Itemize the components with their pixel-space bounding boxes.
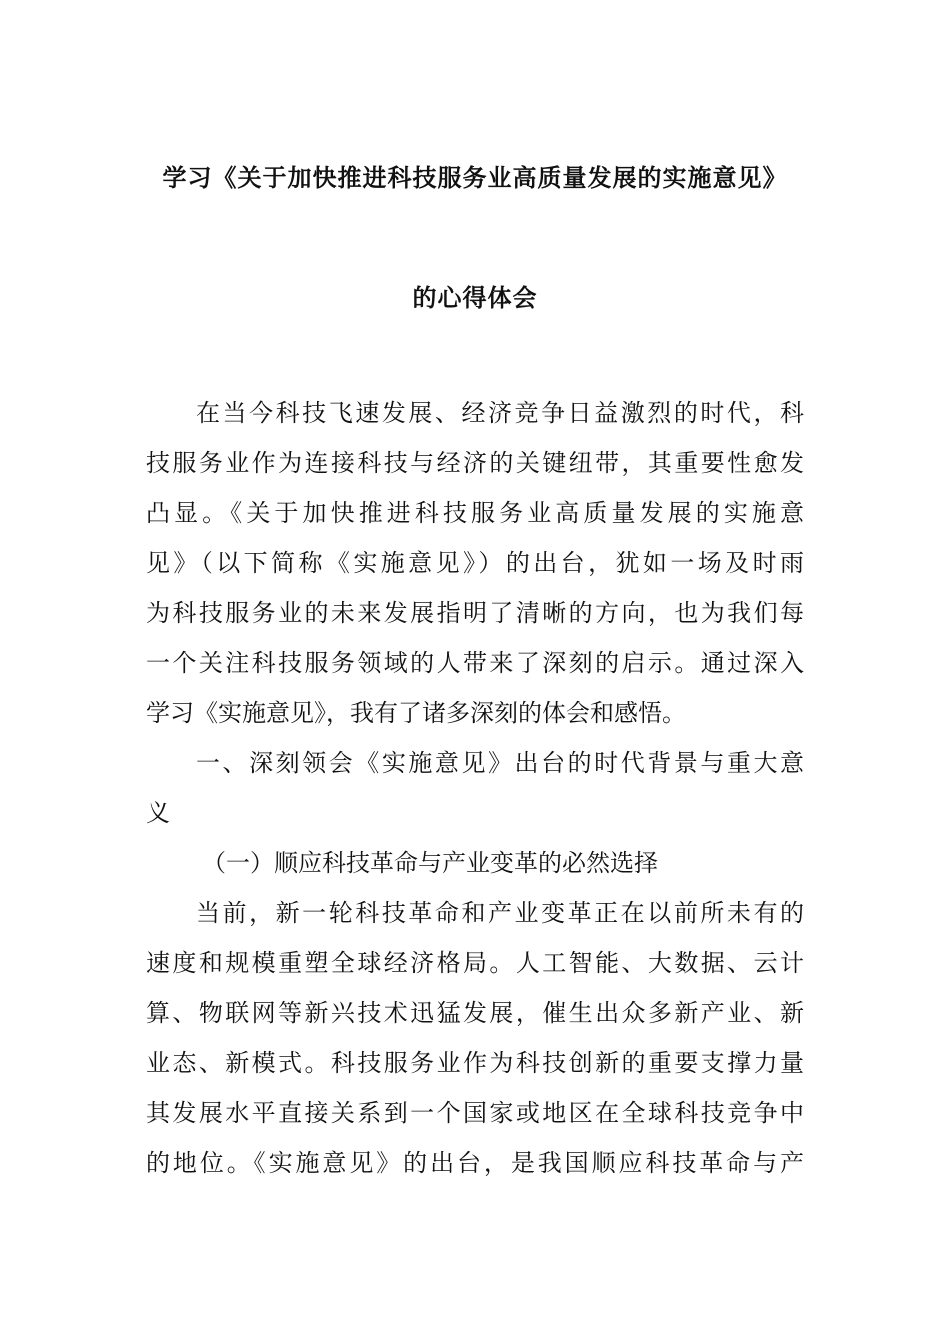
body-line: 见》（以下简称《实施意见》）的出台，犹如一场及时雨 (146, 549, 804, 577)
body-line: 的地位。《实施意见》的出台，是我国顺应科技革命与产 (146, 1149, 804, 1177)
body-line: 学习《实施意见》，我有了诸多深刻的体会和感悟。 (146, 699, 686, 727)
body-line: 速度和规模重塑全球经济格局。人工智能、大数据、云计 (146, 949, 804, 977)
body-line: 在当今科技飞速发展、经济竞争日益激烈的时代，科 (196, 399, 804, 427)
subsection-heading: （一）顺应科技革命与产业变革的必然选择 (202, 849, 658, 877)
body-line: 当前，新一轮科技革命和产业变革正在以前所未有的 (196, 899, 804, 927)
document-body (146, 388, 804, 1188)
document-title-line-1: 学习《关于加快推进科技服务业高质量发展的实施意见》 (162, 164, 788, 192)
body-line: 一个关注科技服务领域的人带来了深刻的启示。通过深入 (146, 649, 804, 677)
body-line: 技服务业作为连接科技与经济的关键纽带，其重要性愈发 (146, 449, 804, 477)
section-heading-line: 一、深刻领会《实施意见》出台的时代背景与重大意 (196, 749, 804, 777)
body-line: 算、物联网等新兴技术迅猛发展，催生出众多新产业、新 (146, 999, 804, 1027)
section-heading-line: 义 (146, 799, 170, 827)
body-line: 凸显。《关于加快推进科技服务业高质量发展的实施意 (146, 499, 804, 527)
body-line: 为科技服务业的未来发展指明了清晰的方向，也为我们每 (146, 599, 804, 627)
body-line: 业态、新模式。科技服务业作为科技创新的重要支撑力量 (146, 1049, 804, 1077)
body-line: 其发展水平直接关系到一个国家或地区在全球科技竞争中 (146, 1099, 804, 1127)
document-title-line-2: 的心得体会 (412, 284, 538, 312)
